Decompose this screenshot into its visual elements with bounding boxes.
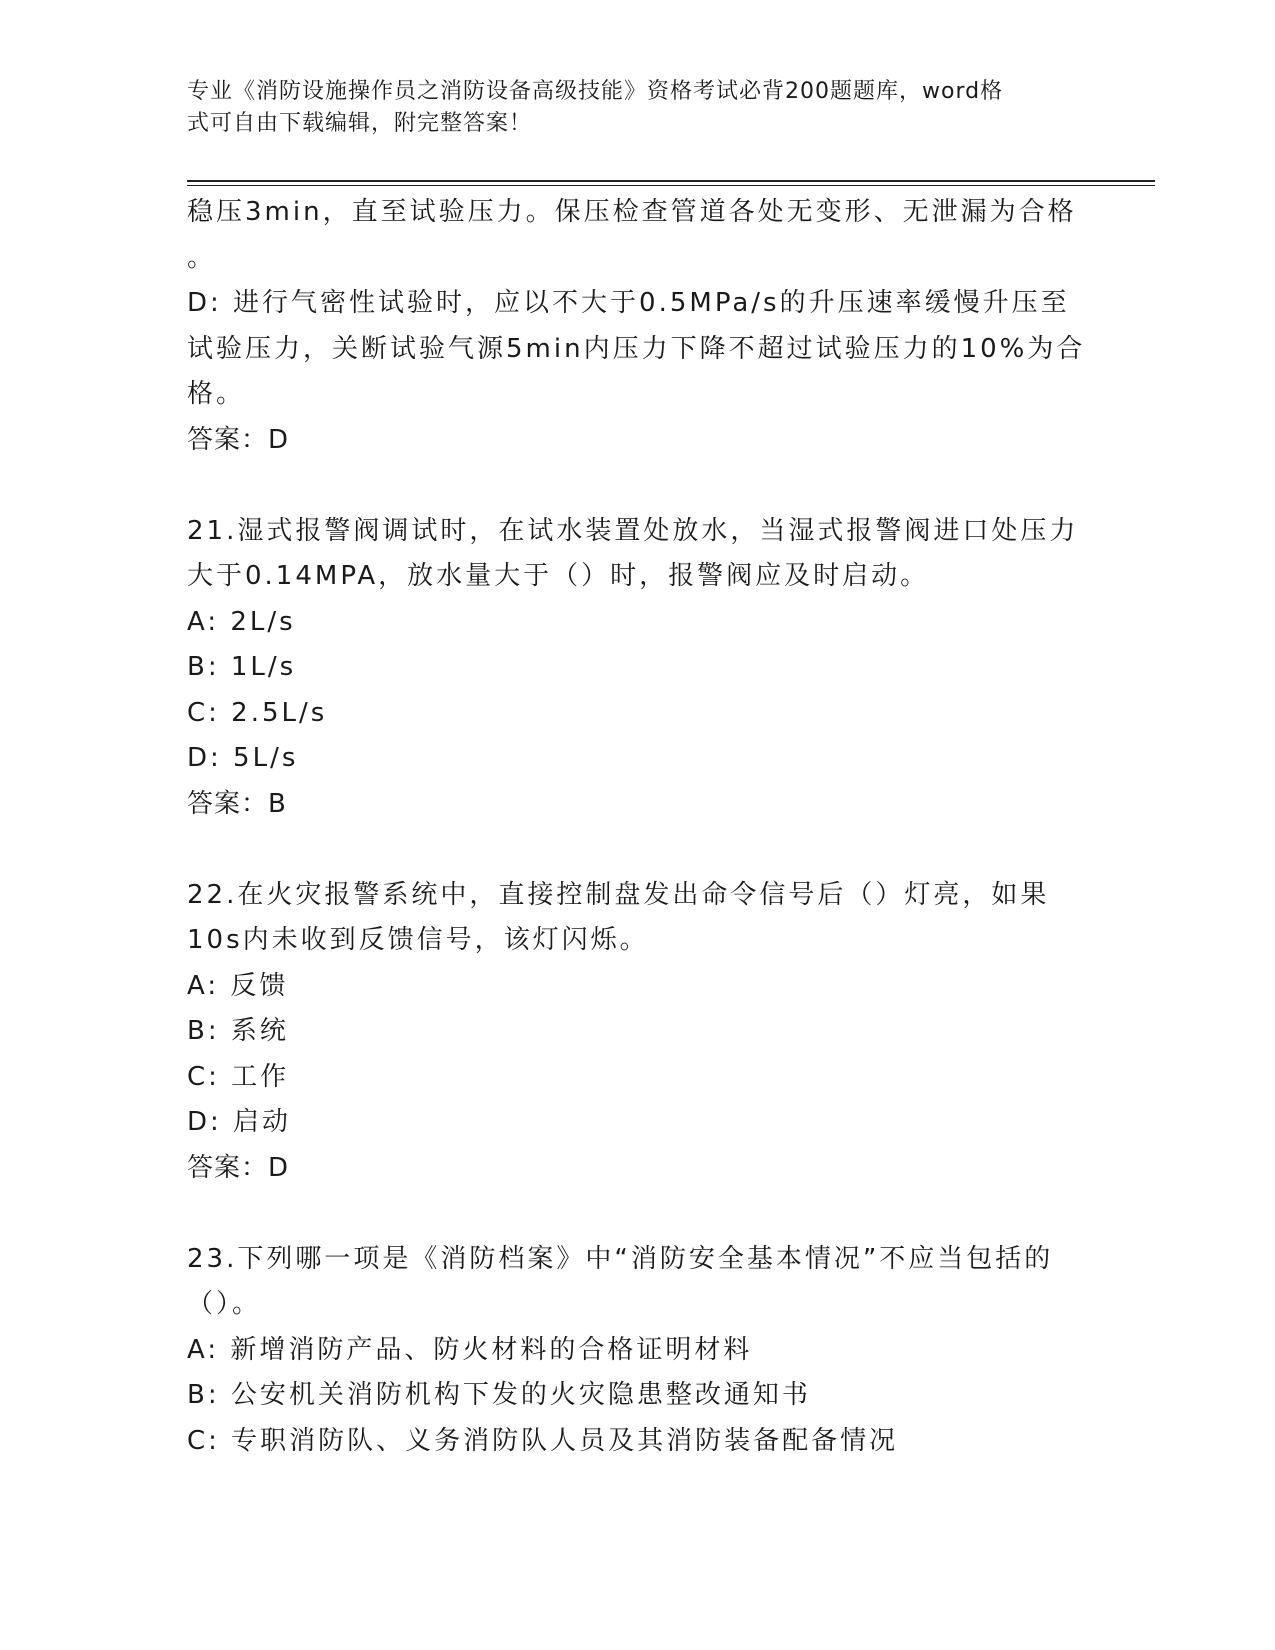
document-header <box>187 76 1067 140</box>
question-21 <box>187 509 1087 828</box>
continuation-line: 稳压3min，直至试验压力。保压检查管道各处无变形、无泄漏为合格 <box>187 197 1077 227</box>
question-23 <box>187 1237 1087 1465</box>
question-stem: 22.在火灾报警系统中，直接控制盘发出命令信号后（）灯亮，如果 <box>187 879 1050 910</box>
answer-line: 答案：B <box>187 788 287 819</box>
option-b: B: 系统 <box>187 1016 289 1046</box>
option-b: B: 1L/s <box>187 652 297 682</box>
option-a: A: 反馈 <box>187 970 289 1001</box>
header-divider-thin <box>187 185 1155 186</box>
option-c: C: 专职消防队、义务消防队人员及其消防装备配备情况 <box>187 1425 899 1456</box>
option-c: C: 2.5L/s <box>187 697 328 728</box>
option-c: C: 工作 <box>187 1061 290 1092</box>
option-a: A: 2L/s <box>187 606 296 637</box>
question-stem: （）。 <box>187 1289 262 1319</box>
spacer <box>187 827 1087 873</box>
option-d: D: 5L/s <box>187 743 299 773</box>
answer-line: 答案：D <box>187 1152 290 1183</box>
spacer <box>187 1191 1087 1237</box>
question-22 <box>187 873 1087 1192</box>
header-line-1: 专业《消防设施操作员之消防设备高级技能》资格考试必背200题题库，word格 <box>187 79 1004 104</box>
option-d: D: 启动 <box>187 1107 292 1137</box>
question-stem: 23.下列哪一项是《消防档案》中“消防安全基本情况”不应当包括的 <box>187 1243 1054 1274</box>
question-stem: 大于0.14MPA，放水量大于（）时，报警阀应及时启动。 <box>187 561 930 591</box>
option-d-line: 试验压力，关断试验气源5min内压力下降不超过试验压力的10%为合 <box>187 333 1086 364</box>
answer-line: 答案：D <box>187 424 290 455</box>
spacer <box>187 463 1087 509</box>
question-stem: 10s内未收到反馈信号，该灯闪烁。 <box>187 925 649 955</box>
option-d-line: 格。 <box>187 379 246 409</box>
continuation-line: 。 <box>187 242 217 273</box>
header-divider-thick <box>187 180 1155 182</box>
option-d-line: D: 进行气密性试验时，应以不大于0.5MPa/s的升压速率缓慢升压至 <box>187 288 1070 318</box>
question-stem: 21.湿式报警阀调试时，在试水装置处放水，当湿式报警阀进口处压力 <box>187 515 1079 546</box>
document-body <box>187 190 1087 1464</box>
option-b: B: 公安机关消防机构下发的火灾隐患整改通知书 <box>187 1380 811 1410</box>
option-a: A: 新增消防产品、防火材料的合格证明材料 <box>187 1334 753 1365</box>
header-line-2: 式可自由下载编辑，附完整答案！ <box>187 111 533 136</box>
previous-question-continuation <box>187 190 1087 463</box>
